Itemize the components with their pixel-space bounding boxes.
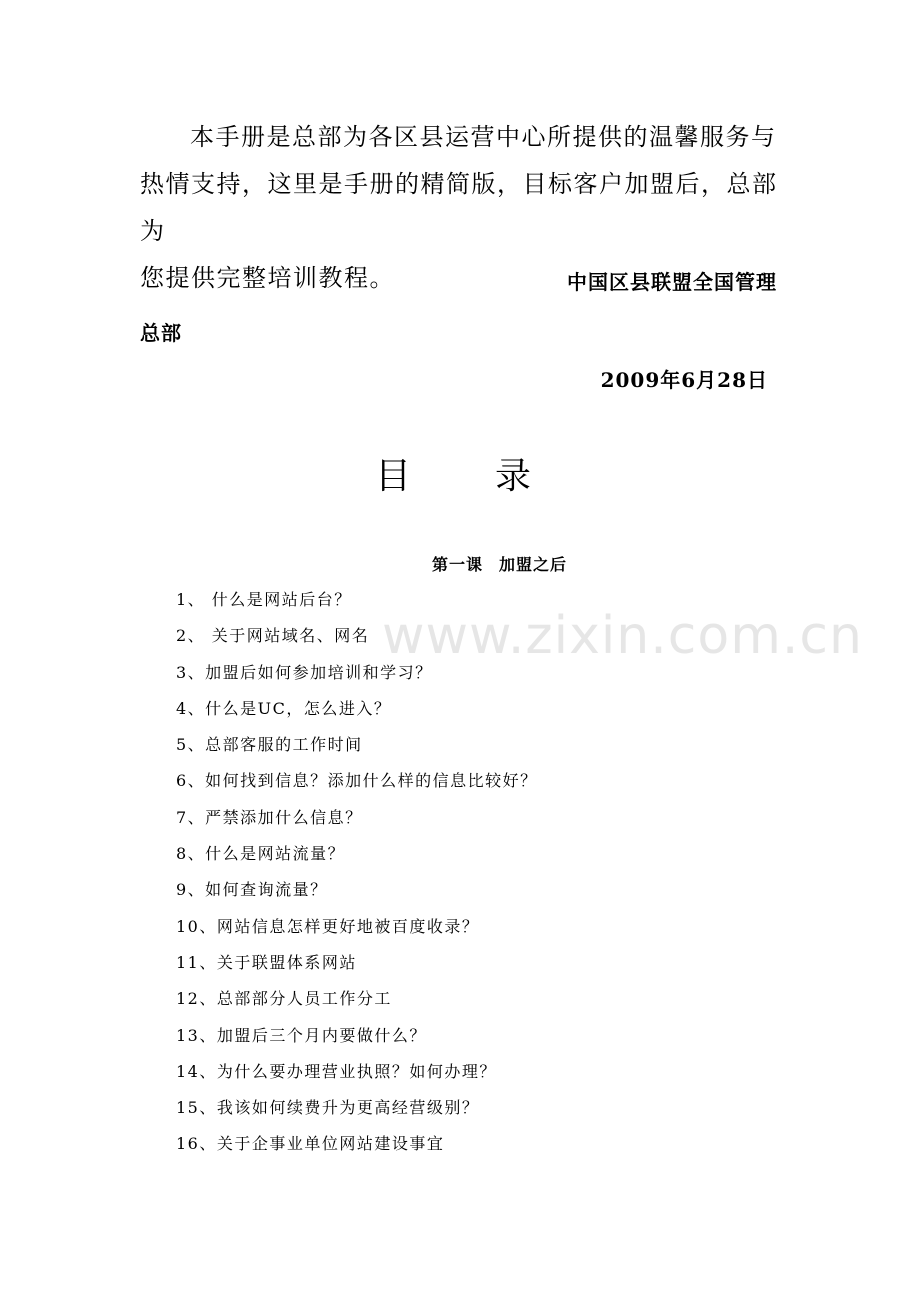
intro-line-1: 本手册是总部为各区县运营中心所提供的温馨服务与 <box>190 123 777 151</box>
signature-date: 2009年6月28日 <box>600 368 768 392</box>
toc-item[interactable]: 1、 什么是网站后台？ <box>176 590 352 609</box>
signature-org-cont: 总部 <box>140 321 182 345</box>
toc-item[interactable]: 3、加盟后如何参加培训和学习？ <box>176 662 433 682</box>
toc-item[interactable]: 11、关于联盟体系网站 <box>176 952 357 972</box>
toc-item[interactable]: 6、如何找到信息？添加什么样的信息比较好？ <box>176 771 538 791</box>
intro-line-2: 热情支持，这里是手册的精简版，目标客户加盟后，总部为 <box>140 170 778 245</box>
toc-item[interactable]: 5、总部客服的工作时间 <box>176 735 363 755</box>
toc-item[interactable]: 13、加盟后三个月内要做什么？ <box>176 1025 427 1045</box>
intro-line-3: 您提供完整培训教程。 <box>140 264 395 292</box>
toc-item[interactable]: 16、关于企事业单位网站建设事宜 <box>176 1134 445 1154</box>
toc-item[interactable]: 4、什么是UC，怎么进入？ <box>176 698 392 718</box>
toc-title: 目 录 <box>374 456 555 497</box>
toc-item[interactable]: 12、总部部分人员工作分工 <box>176 989 392 1009</box>
toc-item[interactable]: 15、我该如何续费升为更高经营级别？ <box>176 1098 480 1118</box>
toc-item[interactable]: 8、什么是网站流量？ <box>176 844 346 864</box>
toc-item[interactable]: 14、为什么要办理营业执照？如何办理？ <box>176 1061 497 1081</box>
signature-org: 中国区县联盟全国管理 <box>567 270 777 294</box>
toc-item[interactable]: 9、如何查询流量？ <box>176 880 328 900</box>
toc-item[interactable]: 2、 关于网站域名、网名 <box>176 626 370 646</box>
toc-item[interactable]: 7、严禁添加什么信息？ <box>176 807 363 827</box>
toc-item[interactable]: 10、网站信息怎样更好地被百度收录？ <box>176 916 480 936</box>
lesson-heading <box>432 552 567 575</box>
lesson-number: 第一课 <box>432 555 484 574</box>
toc-list <box>176 585 538 1166</box>
lesson-title: 加盟之后 <box>499 555 568 574</box>
watermark: www.zixin.com.cn <box>382 606 863 666</box>
